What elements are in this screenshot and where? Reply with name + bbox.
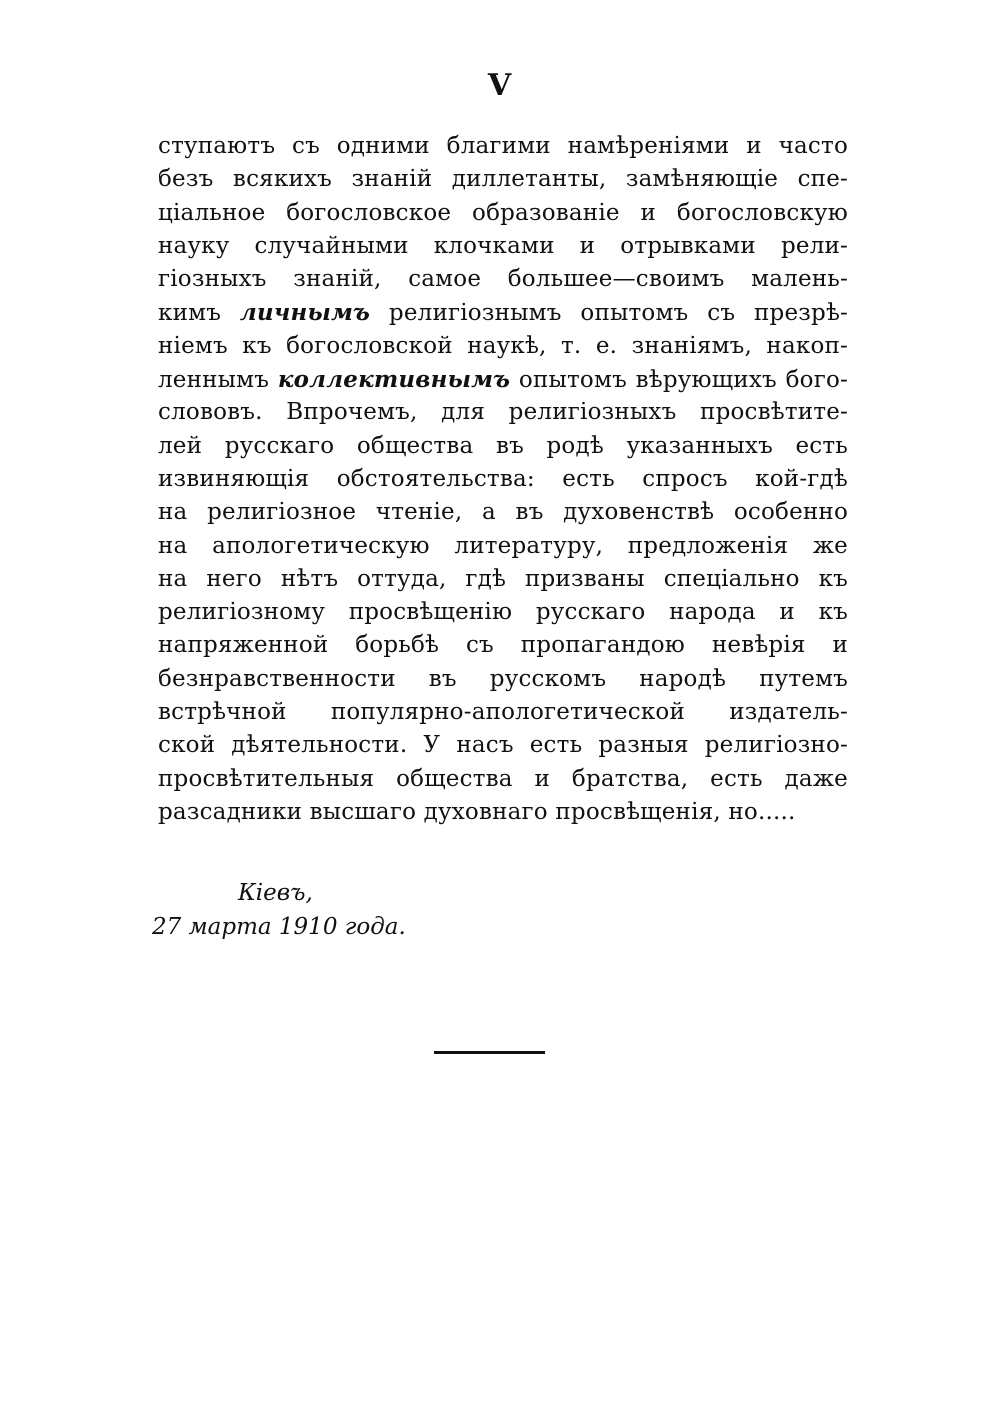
text-fragment: на него нѣтъ оттуда, гдѣ призваны спеціально къ <box>158 565 848 592</box>
text-line <box>158 596 848 629</box>
text-fragment: гіозныхъ знаній, самое большее—своимъ малень- <box>158 266 848 293</box>
text-line <box>158 796 848 829</box>
text-line <box>158 396 848 429</box>
text-line <box>158 663 848 696</box>
text-fragment: просвѣтительныя общества и братства, есть даже <box>158 765 848 792</box>
text-line <box>158 563 848 596</box>
text-fragment: лей русскаго общества въ родѣ указанныхъ есть <box>158 432 848 459</box>
text-fragment: ступаютъ съ одними благими намѣреніями и часто <box>158 133 848 159</box>
section-divider <box>434 1051 545 1054</box>
text-fragment: ціальное богословское образованіе и богословскую <box>158 199 848 226</box>
text-fragment: ской дѣятельности. У насъ есть разныя религіозно- <box>158 732 848 759</box>
text-fragment: на религіозное чтеніе, а въ духовенствѣ особенно <box>158 499 848 526</box>
text-fragment: безнравственности въ русскомъ народѣ путемъ <box>158 665 848 692</box>
text-line <box>158 696 848 729</box>
text-fragment: науку случайными клочками и отрывками рели- <box>158 232 848 259</box>
text-fragment: разсадники высшаго духовнаго просвѣщенія, но..... <box>158 798 796 825</box>
text-fragment: напряженной борьбѣ съ пропагандою невѣрія и <box>158 632 848 659</box>
text-line <box>158 197 848 230</box>
text-line <box>158 330 848 363</box>
text-line <box>158 430 848 463</box>
page-number: V <box>487 68 513 103</box>
text-line <box>158 530 848 563</box>
text-fragment: встрѣчной популярно-апологетической издатель- <box>158 699 848 726</box>
text-fragment: безъ всякихъ знаній диллетанты, замѣняющіе спе- <box>158 166 848 193</box>
text-line <box>158 763 848 796</box>
text-line <box>158 729 848 762</box>
text-fragment: на апологетическую литературу, предложенія же <box>158 532 848 559</box>
text-fragment: опытомъ вѣрующихъ бого- <box>510 367 848 394</box>
text-line <box>158 496 848 529</box>
text-fragment: кимъ <box>158 300 240 327</box>
text-fragment: религіозному просвѣщенію русскаго народа и къ <box>158 599 848 626</box>
body-text <box>158 130 848 829</box>
text-line <box>158 230 848 263</box>
text-fragment: слововъ. Впрочемъ, для религіозныхъ просвѣтите- <box>158 399 848 426</box>
signature-place: Кіевъ, <box>238 880 313 906</box>
text-line <box>158 130 848 163</box>
text-fragment: религіознымъ опытомъ съ презрѣ- <box>370 300 848 327</box>
text-fragment: леннымъ <box>158 367 278 394</box>
text-fragment: ніемъ къ богословской наукѣ, т. е. знаніямъ, накоп- <box>158 332 848 359</box>
emphasized-text: личнымъ <box>239 299 371 327</box>
text-line <box>158 363 848 396</box>
text-line <box>158 296 848 329</box>
emphasized-text: коллективнымъ <box>277 366 511 394</box>
text-line <box>158 163 848 196</box>
text-line <box>158 463 848 496</box>
text-line <box>158 263 848 296</box>
text-fragment: извиняющія обстоятельства: есть спросъ кой-гдѣ <box>158 465 848 492</box>
text-line <box>158 629 848 662</box>
signature-date: 27 марта 1910 года. <box>152 914 406 940</box>
